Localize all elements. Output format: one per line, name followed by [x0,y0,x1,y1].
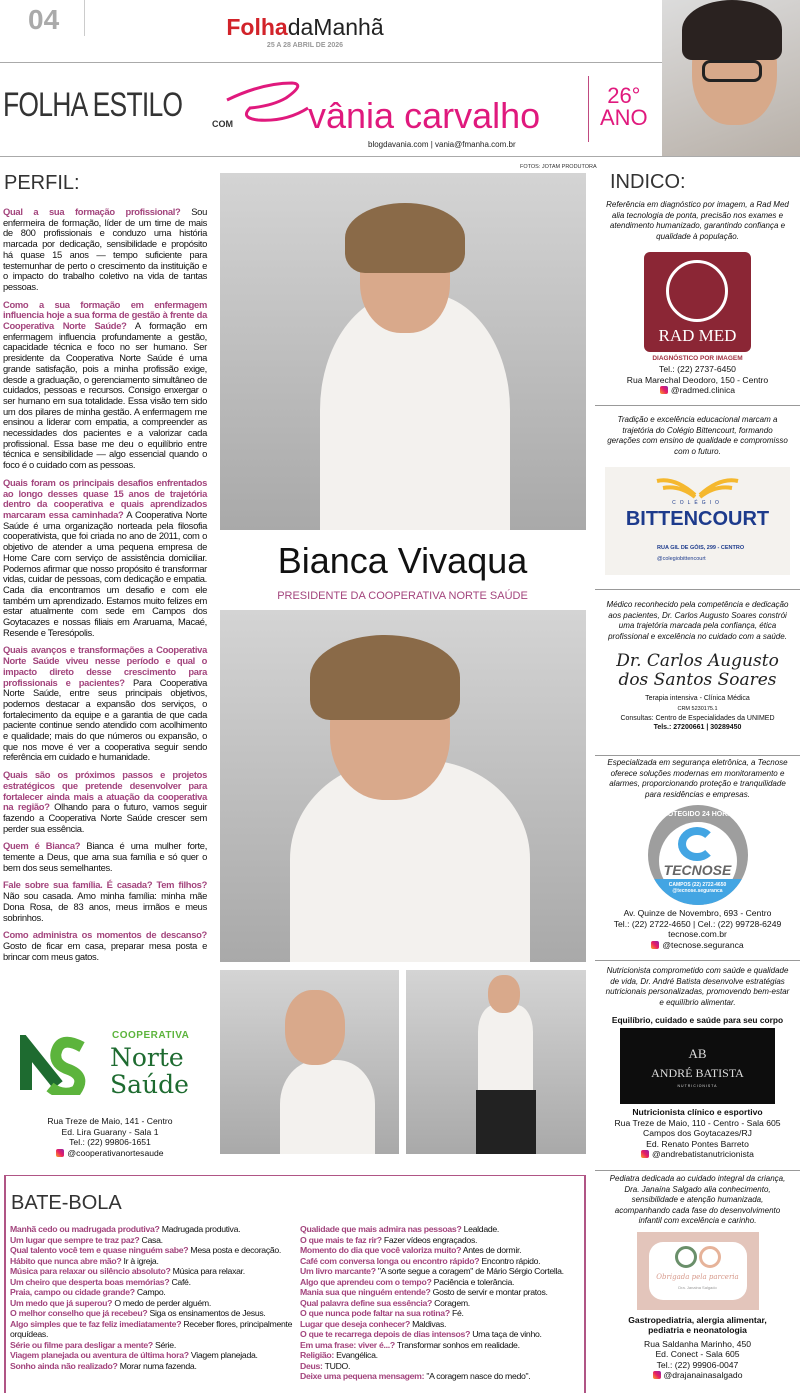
bate-bola-item [300,1329,584,1340]
divider [84,0,85,36]
question: Café com conversa longa ou encontro rápido? [300,1255,480,1266]
perfil-text [3,207,207,969]
answer: Música para relaxar. [170,1266,245,1276]
instagram-handle: @drajanainasalgado [663,1370,743,1380]
question: Fale sobre sua família. É casada? Tem filhos? [3,879,207,891]
logo-name [110,1044,189,1098]
instagram-icon [651,941,659,949]
instagram-icon [660,386,668,394]
bate-bola-item [10,1266,294,1277]
answer: Madrugada produtiva. [159,1224,241,1234]
carlos-ad [595,600,800,732]
page-number: 04 [28,4,60,35]
answer: Casa. [139,1234,163,1245]
tecnose-c-icon [678,827,716,861]
interviewee-name: Bianca Vivaqua [277,540,528,581]
divider [0,156,800,157]
question: Um livro marcante? [300,1266,376,1276]
masthead-rest: daManhã [287,14,384,40]
instagram-icon [653,1371,661,1379]
answer: Siga os ensinamentos de Jesus. [147,1308,266,1318]
bate-bola-item [10,1350,294,1361]
phone: Tel.: (22) 99806-1651 [69,1137,151,1147]
tecnose-logo [648,805,748,905]
masthead-bold: Folha [226,14,288,40]
bate-bola-item [300,1277,584,1288]
face-icon [699,1246,721,1268]
tecnose-ad [595,758,800,950]
slogan: Equilíbrio, cuidado e saúde para seu corpo [611,1015,784,1025]
answer: "A sorte segue a coragem" de Mário Sérgio Cortella. [375,1266,564,1276]
answer: Fazer vídeos engraçados. [381,1234,478,1245]
edition-date: 25 A 28 ABRIL DE 2026 [266,42,344,49]
answer: Olhando para o futuro, vamos seguir fazendo a Cooperativa Norte Saúde crescer sem perder sua essência. [3,801,207,834]
answer: O medo de perder alguém. [112,1297,211,1308]
divider [595,1170,800,1171]
answer: Coragem. [432,1297,470,1308]
answer: Lealdade. [461,1224,500,1234]
question: Sonho ainda não realizado? [10,1360,118,1371]
answer: A Cooperativa Norte Saúde é uma organização norteada pela filosofia cooperativista, que foi criada no ano de 2011, com o objetivo de atender a uma pequena empresa de Home Care com serviço de assistência domiciliar. Podemos afirmar que nosso propósito é transformar vidas, cuidar de pessoas, com dedicação e empatia. Cada dia encontramos um desafio e com ele também um aprendizado. Estamos muito felizes em estar atualmente com sede em Campos dos Goytacazes e nossas filiais em Araruama, Macaé, Resende e Teresópolis. [3,508,207,638]
logo-line: Saúde [110,1070,189,1099]
address: Rua Treze de Maio, 141 - Centro [47,1116,173,1126]
bate-bola-item [300,1224,584,1235]
address: Ed. Renato Pontes Barreto [646,1138,749,1149]
question: Algo simples que te faz feliz imediatamente? [10,1318,182,1329]
bate-bola-item [300,1361,584,1372]
answer: Uma taça de vinho. [470,1329,542,1339]
ns-monogram-icon [20,1035,90,1095]
doctor-name [595,652,800,690]
ad-blurb: Médico reconhecido pela competência e dedicação aos pacientes, Dr. Carlos Augusto Soares constrói uma trajetória marcada pela confiança, ética profissional e excelência no cuidado com a saúde. [606,600,789,641]
bate-bola-item [10,1361,294,1372]
specialty: Nutricionista clínico e esportivo [632,1107,763,1117]
columnist-photo [662,0,800,156]
question: Um cheiro que desperta boas memórias? [10,1276,170,1287]
answer: Sou enfermeira de formação, líder de um time de mais de 800 profissionais e conduzo uma história marcada por dedicação, sensibilidade e propósito há quase 15 anos — tempo suficiente para testemunhar de perto o crescimento da instituição e o impacto do trabalho coletivo na vida de tantas pessoas. [3,206,207,292]
indico-title: INDICO: [610,171,686,193]
question: O que te recarrega depois de dias intensos? [300,1329,471,1339]
andre-logo [620,1028,775,1104]
logo-tagline: DIAGNÓSTICO POR IMAGEM [652,355,743,362]
question: Qual a sua formação profissional? [3,206,181,217]
bate-bola-item [300,1245,584,1256]
ad-blurb: Pediatra dedicada ao cuidado integral da criança, Dra. Janaína Salgado alia conhecimento, sensibilidade e atenção humanizada, acompanhando cada fase do desenvolvimento infantil com excelência e carinho. [609,1174,786,1225]
question: O que mais te faz rir? [300,1234,382,1245]
bate-bola-item [300,1371,584,1382]
columnist-contacts: blogdavania.com | vania@fmanha.com.br [368,140,516,149]
website: tecnose.com.br [668,929,727,939]
bate-bola-item [10,1308,294,1319]
crm: CRM 5230175.1 [677,706,718,712]
address: Ed. Conect - Sala 605 [655,1349,740,1359]
divider [595,589,800,590]
band-phone: CAMPOS (22) 2722-4650 [668,882,727,888]
logo-text: BITTENCOURT [625,508,770,530]
answer: Evangélica. [334,1350,378,1360]
answer: Encontro rápido. [479,1255,541,1266]
bate-bola-item [10,1287,294,1298]
answer: Viagem planejada. [188,1350,258,1360]
question: Manhã cedo ou madrugada produtiva? [10,1224,160,1234]
main-photo [220,173,586,530]
logo-text: TECNOSE [663,862,732,878]
question: Qual palavra define sua essência? [300,1297,433,1308]
instagram-handle: @tecnose.seguranca [662,939,744,950]
answer: Paciência e tolerância. [431,1276,515,1287]
bate-bola-item [300,1319,584,1330]
question: Deixe uma pequena mensagem: [300,1371,425,1381]
answer: Gosto de ficar em casa, preparar mesa posta e brincar com meus gatos. [3,940,207,962]
address: Rua Treze de Maio, 110 - Centro - Sala 605 [614,1117,781,1128]
logo-small: COLÉGIO [672,500,723,506]
com-label: COM [212,119,233,129]
answer: Série. [152,1339,176,1350]
signature-swoosh-icon [222,78,312,128]
answer: Antes de dormir. [461,1245,522,1255]
logo-sub: NUTRICIONISTA [677,1084,718,1088]
answer: "A coragem nasce do medo". [424,1371,531,1381]
question: Música para relaxar ou silêncio absoluto? [10,1266,171,1276]
phone: Tels.: 27200661 | 30289450 [653,724,742,731]
answer: Bianca é uma mulher forte, temente a Deus, que ama sua família e só quer o bem dos seus semelhantes. [3,840,207,873]
question: Como administra os momentos de descanso? [3,929,207,941]
bittencourt-ad [595,415,800,575]
photo-seated-2 [406,970,586,1154]
address: Rua Marechal Deodoro, 150 - Centro [626,374,769,385]
bate-bola-item [10,1245,294,1256]
ad-blurb: Especializada em segurança eletrônica, a Tecnose oferece soluções modernas em monitoramento e alarmes, proporcionando proteção e tranquilidade para residências e empresas. [607,758,788,799]
question: Deus: [300,1360,323,1371]
question: Quais avanços e transformações a Cooperativa Norte Saúde viveu nesse período e qual o impacto direto desse crescimento para profissionais e pacientes? [3,644,207,688]
ad-blurb: Nutricionista comprometido com saúde e qualidade de vida, Dr. André Batista desenvolve estratégias nutricionais personalizadas, promovendo bem-estar e equilíbrio alimentar. [605,966,790,1007]
face-icon [675,1246,697,1268]
question: Algo que aprendeu com o tempo? [300,1276,432,1287]
answer: Mesa posta e decoração. [188,1245,282,1255]
divider [595,405,800,406]
instagram-handle: @andrebatistanutricionista [652,1149,754,1159]
bate-bola-title: BATE-BOLA [11,1192,122,1214]
ad-blurb: Tradição e excelência educacional marcam a trajetória do Colégio Bittencourt, formando gerações com ensino de qualidade e compromisso com o futuro. [607,415,788,456]
andre-ad [595,966,800,1160]
bate-bola-item [300,1287,584,1298]
question: Em uma frase: viver é...? [300,1339,395,1350]
instagram-handle: @cooperativanortesaude [67,1147,164,1158]
bate-bola-item [300,1266,584,1277]
logo-text: ANDRÉ BATISTA [651,1066,744,1080]
radmed-ad [595,200,800,396]
logo-text: RAD MED [658,326,737,345]
specialty: Terapia intensiva - Clínica Médica [645,695,750,702]
logo-sub: Dra. Janaina Salgado [678,1284,717,1290]
question: Viagem planejada ou aventura de última hora? [10,1350,189,1360]
monogram: AB [688,1046,707,1061]
anniversary-badge [600,85,648,129]
answer: Maldivas. [410,1318,447,1329]
answer: A formação em enfermagem influencia profundamente a gestão, capacidade técnica e foco no ser humano. Ser presidente da Cooperativa Norte Saúde é uma grande satisfação, pois a minha profissão exige, desde a graduação, o gerenciamento simultâneo de cuidados, pessoas e recursos. Consigo enxergar o ser humano em sua totalidade. Essa visão tem sido um dos pilares de minha gestão. A enfermagem me ensinou a liderar com empatia, a compreender as necessidades dos pacientes e a valorizar cada profissional. Essa base me deu o equilíbrio entre técnica e sensibilidade — algo essencial quando o foco é o cuidado com as pessoas. [3,320,207,471]
bate-bola-item [10,1340,294,1351]
columnist-name: vânia carvalho [308,95,541,136]
norte-saude-logo [20,1030,200,1102]
bate-bola-left [10,1224,294,1371]
answer: Não sou casada. Amo minha família: minha mãe Dona Rosa, de 83 anos, meus irmãos e meus sobrinhos. [3,890,207,923]
name-line: dos Santos Soares [618,670,777,690]
name-line: Dr. Carlos Augusto [616,651,779,671]
bate-bola-item [10,1277,294,1288]
address: RUA GIL DE GÓIS, 299 - CENTRO [657,545,745,551]
question: Um lugar que sempre te traz paz? [10,1234,140,1245]
question: Quais foram os principais desafios enfrentados ao longo desses quase 15 anos de trajetória dentro da cooperativa e quais aprendizados marcaram essa caminhada? [3,476,207,520]
qa-item [3,770,207,834]
interviewee-role: PRESIDENTE DA COOPERATIVA NORTE SAÚDE [277,590,528,602]
question: Qualidade que mais admira nas pessoas? [300,1224,462,1234]
perfil-title: PERFIL: [4,172,80,194]
answer: Café. [169,1276,191,1287]
band-instagram: @tecnose.seguranca [672,888,723,894]
bate-bola-item [10,1319,294,1340]
bate-bola-item [10,1298,294,1309]
question: Quais são os próximos passos e projetos estratégicos que pretende desenvolver para fortalecer ainda mais a atuação da cooperativa na região? [3,769,207,813]
question: O que nunca pode faltar na sua rotina? [300,1308,450,1318]
qa-item [3,645,207,763]
answer: Morar numa fazenda. [117,1360,197,1371]
address: Av. Quinze de Novembro, 693 - Centro [623,908,772,918]
photo-seated-1 [220,970,399,1154]
specialty: Gastropediatria, alergia alimentar, pediatria e neonatologia [628,1314,767,1335]
question: Religião: [300,1350,334,1360]
answer: Ir à igreja. [121,1255,159,1266]
divider [595,960,800,961]
answer: Campo. [134,1287,166,1297]
anniversary-label: ANO [600,105,648,130]
qa-item [3,478,207,639]
masthead-logo [200,14,410,40]
instagram-icon [641,1150,649,1158]
phone: Tel.: (22) 2722-4650 | Cel.: (22) 99728-6249 [613,918,782,929]
logo-top: COOPERATIVA [112,1030,190,1041]
janaina-logo [637,1232,759,1310]
divider [0,62,662,63]
bate-bola-item [300,1308,584,1319]
phone: Tel.: (22) 99906-0047 [656,1359,739,1370]
bate-bola-item [10,1256,294,1267]
address: Rua Saldanha Marinho, 450 [643,1338,752,1349]
ad-blurb: Referência em diagnóstico por imagem, a Rad Med alia tecnologia de ponta, precisão nos exames e atendimento humanizado, garantindo confiança e qualidade à população. [606,200,789,241]
instagram-handle: @colegiobittencourt [657,556,706,562]
bate-bola-item [300,1256,584,1267]
question: Um medo que já superou? [10,1297,113,1308]
bate-bola-item [300,1350,584,1361]
bate-bola-item [300,1235,584,1246]
instagram-handle: @radmed.clinica [670,385,736,395]
qa-item [3,930,207,962]
photo-credit: FOTOS: JOTAM PRODUTORA [520,164,597,170]
qa-item [3,300,207,471]
logo-band [648,879,748,905]
question: O melhor conselho que já recebeu? [10,1308,148,1318]
question: Lugar que deseja conhecer? [300,1318,410,1329]
answer: Gosto de servir e montar pratos. [430,1287,548,1297]
qa-item [3,880,207,923]
qa-item [3,841,207,873]
bate-bola-item [10,1235,294,1246]
divider [595,755,800,756]
bittencourt-logo [605,467,790,575]
bate-bola-right [300,1224,584,1382]
question: Mania sua que ninguém entende? [300,1287,431,1297]
question: Hábito que nunca abre mão? [10,1255,122,1266]
bate-bola-item [300,1298,584,1309]
norte-saude-contact [30,1116,190,1158]
question: Praia, campo ou cidade grande? [10,1287,135,1297]
anniversary-number: 26° [607,83,641,108]
question: Como a sua formação em enfermagem influencia hoje a sua forma de gestão à frente da Cooperativa Norte Saúde? [3,298,207,332]
janaina-ad [595,1174,800,1381]
question: Momento do dia que você valoriza muito? [300,1245,462,1255]
divider [588,76,589,142]
question: Quem é Bianca? [3,840,81,852]
radmed-logo [644,252,751,352]
eagle-wings-icon [655,473,740,501]
logo-line: Norte [110,1043,184,1072]
consultas: Consultas: Centro de Especialidades da UNIMED [620,715,775,722]
phone: Tel.: (22) 2737-6450 [659,364,736,374]
question: Qual talento você tem e quase ninguém sabe? [10,1245,189,1255]
radmed-circle-icon [666,260,728,322]
answer: TUDO. [322,1360,351,1371]
answer: Transformar sonhos em realidade. [394,1339,520,1350]
address: Ed. Lira Guarany - Sala 1 [61,1126,159,1137]
column-title: FOLHA ESTILO [3,86,183,124]
answer: Para Cooperativa Norte Saúde, entre seus principais objetivos, podemos destacar a expansão dos serviços, o fortalecimento da equipe e a garantia de que cada paciente continue sendo atendido com acolhimento e qualidade; mais do que números ou expansão, o que nos move é ver a cooperativa seguir sendo referência em cuidado e humanidade. [3,676,208,763]
instagram-icon [56,1149,64,1157]
answer: Fé. [449,1308,464,1318]
logo-script: Obrigada pela parceria [656,1272,739,1281]
question: Série ou filme para desligar a mente? [10,1339,153,1350]
qa-item [3,207,207,293]
ring-text: PROTEGIDO 24 HORAS [658,811,737,818]
bate-bola-item [10,1224,294,1235]
address: Campos dos Goytacazes/RJ [643,1128,752,1138]
secondary-photo [220,610,586,962]
answer: Receber flores, principalmente orquídeas. [10,1318,293,1339]
bate-bola-item [300,1340,584,1351]
